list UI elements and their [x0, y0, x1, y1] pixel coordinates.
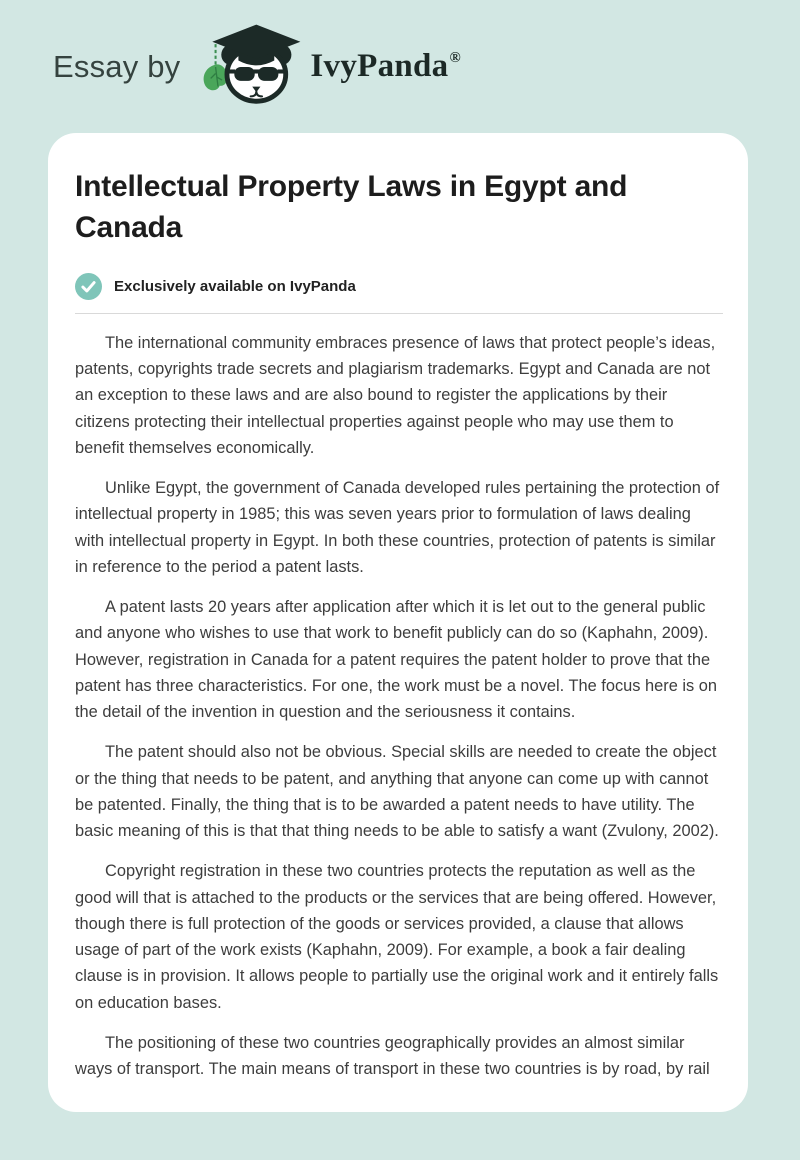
essay-by-label: Essay by — [53, 48, 181, 84]
essay-paragraph-6: The positioning of these two countries geographically provides an almost similar ways of transport. The main means of transport in these two countries is by road, by rail — [75, 1033, 710, 1079]
divider — [75, 313, 723, 314]
essay-paragraph-5: Copyright registration in these two countries protects the reputation as well as the good will that is attached to the products or the services that are being offered. However, though there is full protection of the goods or services provided, a clause that allows usage of part of the work exists (Kaphahn, 2009). For example, a book a fair dealing clause is in provision. It allows people to partially use the original work and it entirely falls on education bases. — [75, 862, 719, 1012]
availability-text: Exclusively available on IvyPanda — [114, 277, 356, 295]
panda-graduate-icon — [196, 24, 302, 110]
check-icon — [75, 273, 102, 300]
site-header — [0, 0, 800, 133]
brand-name: IvyPanda — [310, 48, 449, 84]
essay-body — [75, 330, 723, 1083]
availability-badge — [75, 273, 723, 300]
brand-wordmark — [310, 48, 461, 85]
essay-paragraph-2: Unlike Egypt, the government of Canada developed rules pertaining the protection of intellectual property in 1985; this was seven years prior to formulation of laws dealing with intellectual property in Egypt. In both these countries, protection of patents is similar in reference to the period a patent lasts. — [75, 479, 720, 576]
essay-card — [48, 133, 748, 1112]
essay-paragraph-1: The international community embraces presence of laws that protect people’s ideas, patents, copyrights trade secrets and plagiarism trademarks. Egypt and Canada are not an exception to these laws and are also bound to register the applications by their citizens protecting their intellectual properties against people who may use them to benefit themselves economically. — [75, 333, 716, 457]
essay-paragraph-3: A patent lasts 20 years after application after which it is let out to the general public and anyone who wishes to use that work to benefit publicly can do so (Kaphahn, 2009). However, registration in Canada for a patent requires the patent holder to prove that the patent has three characteristics. For one, the work must be a novel. The focus here is on the detail of the invention in question and the seriousness it contains. — [75, 598, 717, 722]
registered-trademark: ® — [449, 50, 461, 66]
essay-title: Intellectual Property Laws in Egypt and Canada — [75, 170, 628, 245]
essay-paragraph-4: The patent should also not be obvious. Special skills are needed to create the object or the thing that needs to be patent, and anything that anyone can come up with cannot be patented. Finally, the thing that is to be awarded a patent needs to have utility. The basic meaning of this is that that thing needs to be able to satisfy a want (Zvulony, 2002). — [75, 743, 719, 841]
